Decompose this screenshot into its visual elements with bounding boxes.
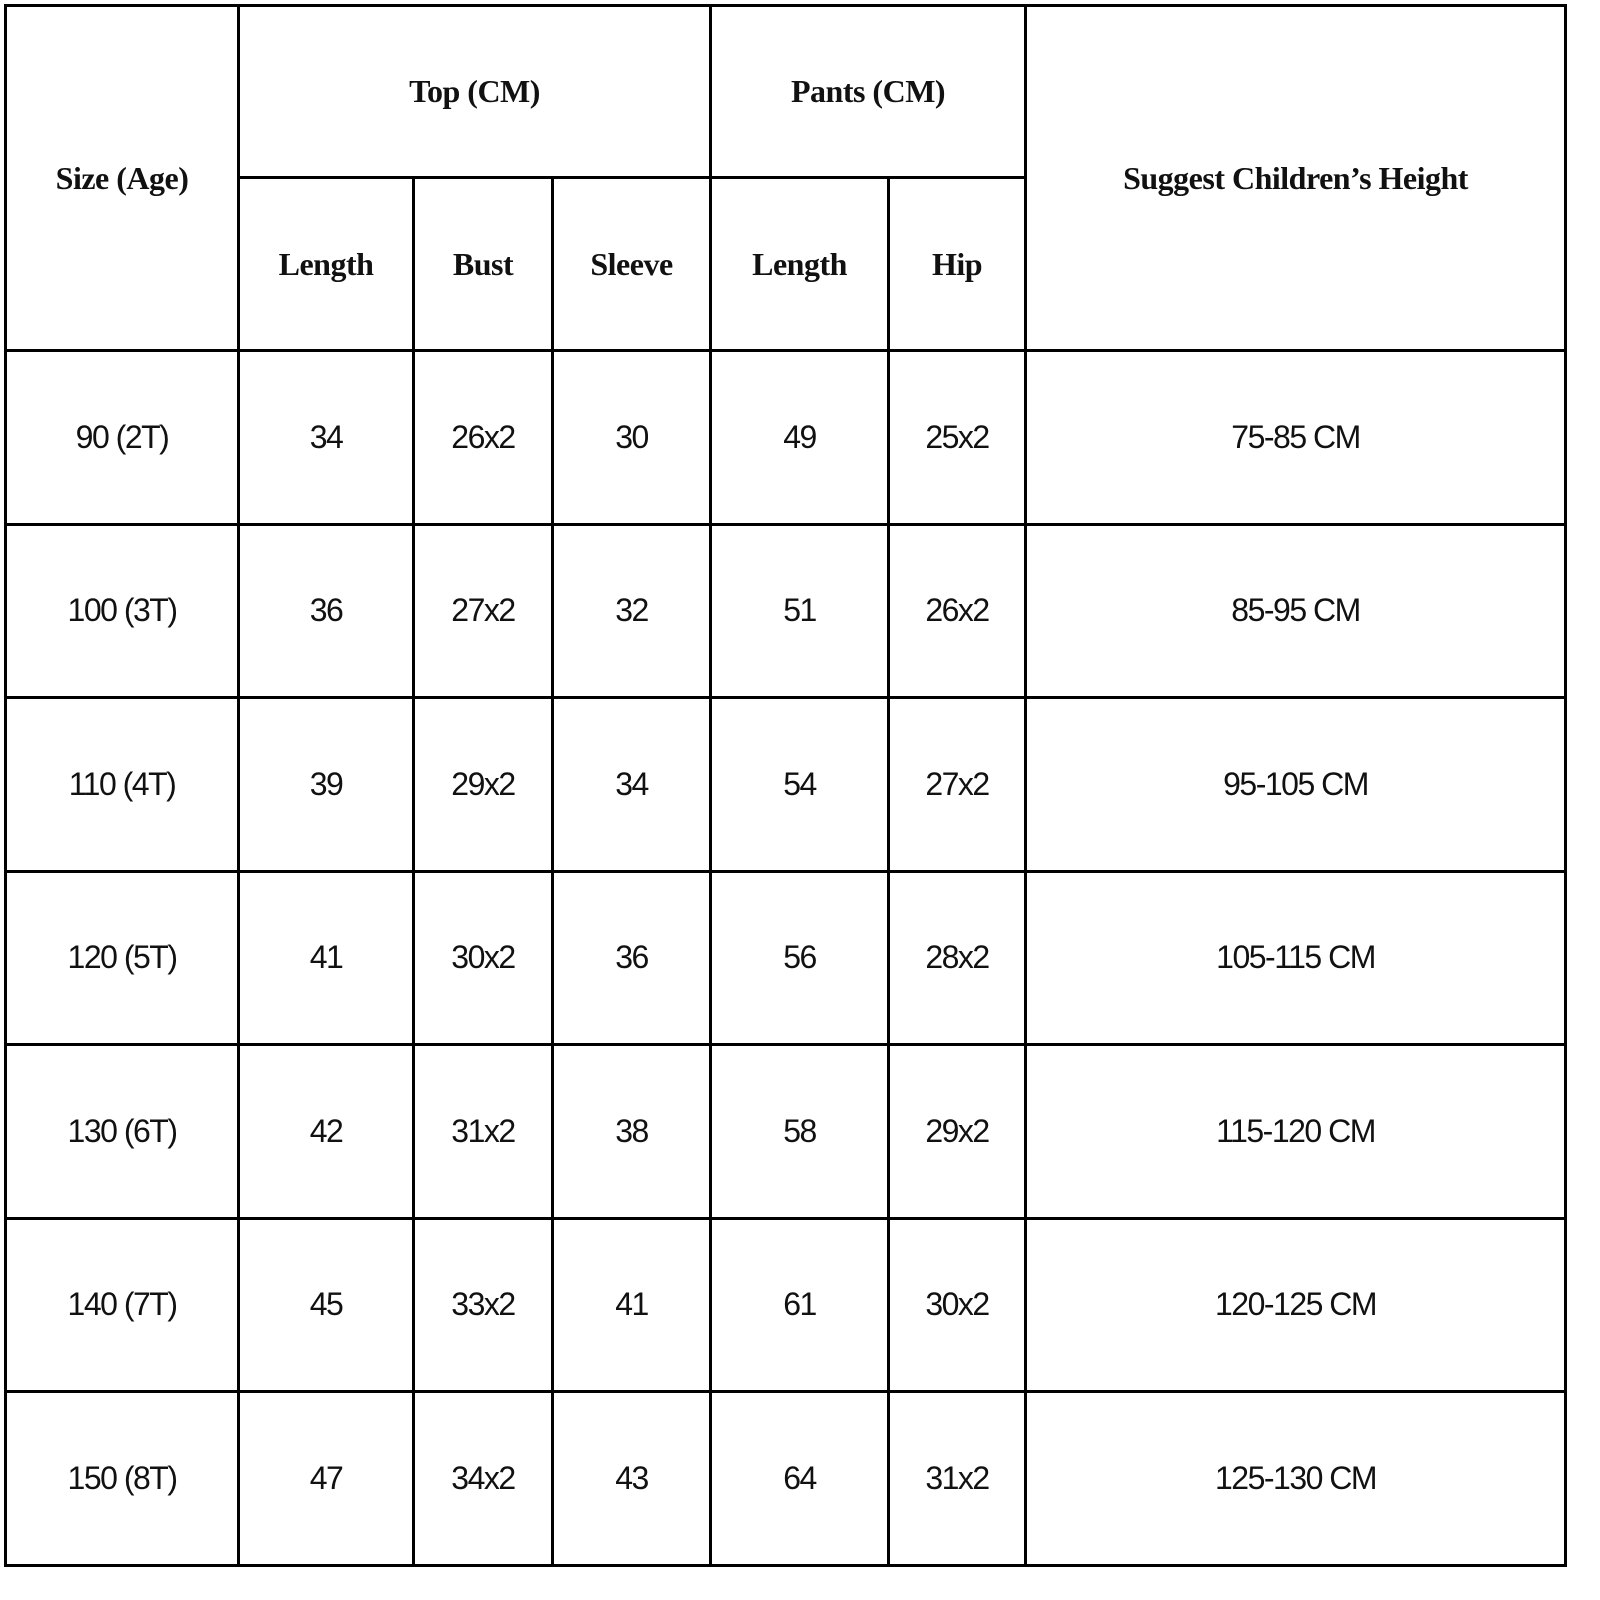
table-row: [6, 1218, 1566, 1392]
table-row: [6, 524, 1566, 698]
cell-top-length: 39: [239, 698, 414, 872]
table-row: [6, 698, 1566, 872]
cell-hip: 31x2: [889, 1392, 1026, 1566]
header-top-group: Top (CM): [239, 6, 711, 178]
cell-pants-length: 49: [711, 351, 889, 525]
cell-top-length: 42: [239, 1045, 414, 1219]
cell-sleeve: 41: [553, 1218, 711, 1392]
cell-pants-length: 51: [711, 524, 889, 698]
cell-height: 125-130 CM: [1026, 1392, 1566, 1566]
cell-size: 150 (8T): [6, 1392, 239, 1566]
cell-top-length: 41: [239, 871, 414, 1045]
table-row: [6, 1045, 1566, 1219]
cell-pants-length: 58: [711, 1045, 889, 1219]
table-row: [6, 1392, 1566, 1566]
cell-sleeve: 34: [553, 698, 711, 872]
cell-sleeve: 30: [553, 351, 711, 525]
size-chart-sheet: [4, 4, 1564, 1563]
cell-hip: 26x2: [889, 524, 1026, 698]
cell-size: 110 (4T): [6, 698, 239, 872]
cell-pants-length: 54: [711, 698, 889, 872]
cell-sleeve: 43: [553, 1392, 711, 1566]
cell-height: 95-105 CM: [1026, 698, 1566, 872]
cell-pants-length: 56: [711, 871, 889, 1045]
table-row: [6, 871, 1566, 1045]
cell-sleeve: 32: [553, 524, 711, 698]
header-top-bust: Bust: [414, 178, 553, 351]
cell-size: 130 (6T): [6, 1045, 239, 1219]
header-top-sleeve: Sleeve: [553, 178, 711, 351]
cell-top-length: 36: [239, 524, 414, 698]
cell-top-length: 47: [239, 1392, 414, 1566]
cell-height: 120-125 CM: [1026, 1218, 1566, 1392]
cell-height: 105-115 CM: [1026, 871, 1566, 1045]
cell-hip: 27x2: [889, 698, 1026, 872]
header-row-groups: [6, 6, 1566, 178]
cell-size: 90 (2T): [6, 351, 239, 525]
header-pants-hip: Hip: [889, 178, 1026, 351]
cell-bust: 30x2: [414, 871, 553, 1045]
table-row: [6, 351, 1566, 525]
cell-size: 140 (7T): [6, 1218, 239, 1392]
cell-bust: 27x2: [414, 524, 553, 698]
header-pants-group: Pants (CM): [711, 6, 1026, 178]
cell-hip: 30x2: [889, 1218, 1026, 1392]
cell-top-length: 45: [239, 1218, 414, 1392]
header-size-age: Size (Age): [6, 6, 239, 351]
cell-hip: 25x2: [889, 351, 1026, 525]
cell-height: 75-85 CM: [1026, 351, 1566, 525]
cell-size: 100 (3T): [6, 524, 239, 698]
cell-hip: 29x2: [889, 1045, 1026, 1219]
size-chart-table: [4, 4, 1567, 1567]
cell-hip: 28x2: [889, 871, 1026, 1045]
cell-pants-length: 64: [711, 1392, 889, 1566]
cell-bust: 26x2: [414, 351, 553, 525]
cell-top-length: 34: [239, 351, 414, 525]
cell-bust: 29x2: [414, 698, 553, 872]
cell-bust: 33x2: [414, 1218, 553, 1392]
cell-sleeve: 36: [553, 871, 711, 1045]
header-pants-length: Length: [711, 178, 889, 351]
header-suggested-height: Suggest Children’s Height: [1026, 6, 1566, 351]
cell-height: 115-120 CM: [1026, 1045, 1566, 1219]
cell-height: 85-95 CM: [1026, 524, 1566, 698]
cell-pants-length: 61: [711, 1218, 889, 1392]
header-top-length: Length: [239, 178, 414, 351]
cell-size: 120 (5T): [6, 871, 239, 1045]
cell-bust: 31x2: [414, 1045, 553, 1219]
cell-bust: 34x2: [414, 1392, 553, 1566]
cell-sleeve: 38: [553, 1045, 711, 1219]
